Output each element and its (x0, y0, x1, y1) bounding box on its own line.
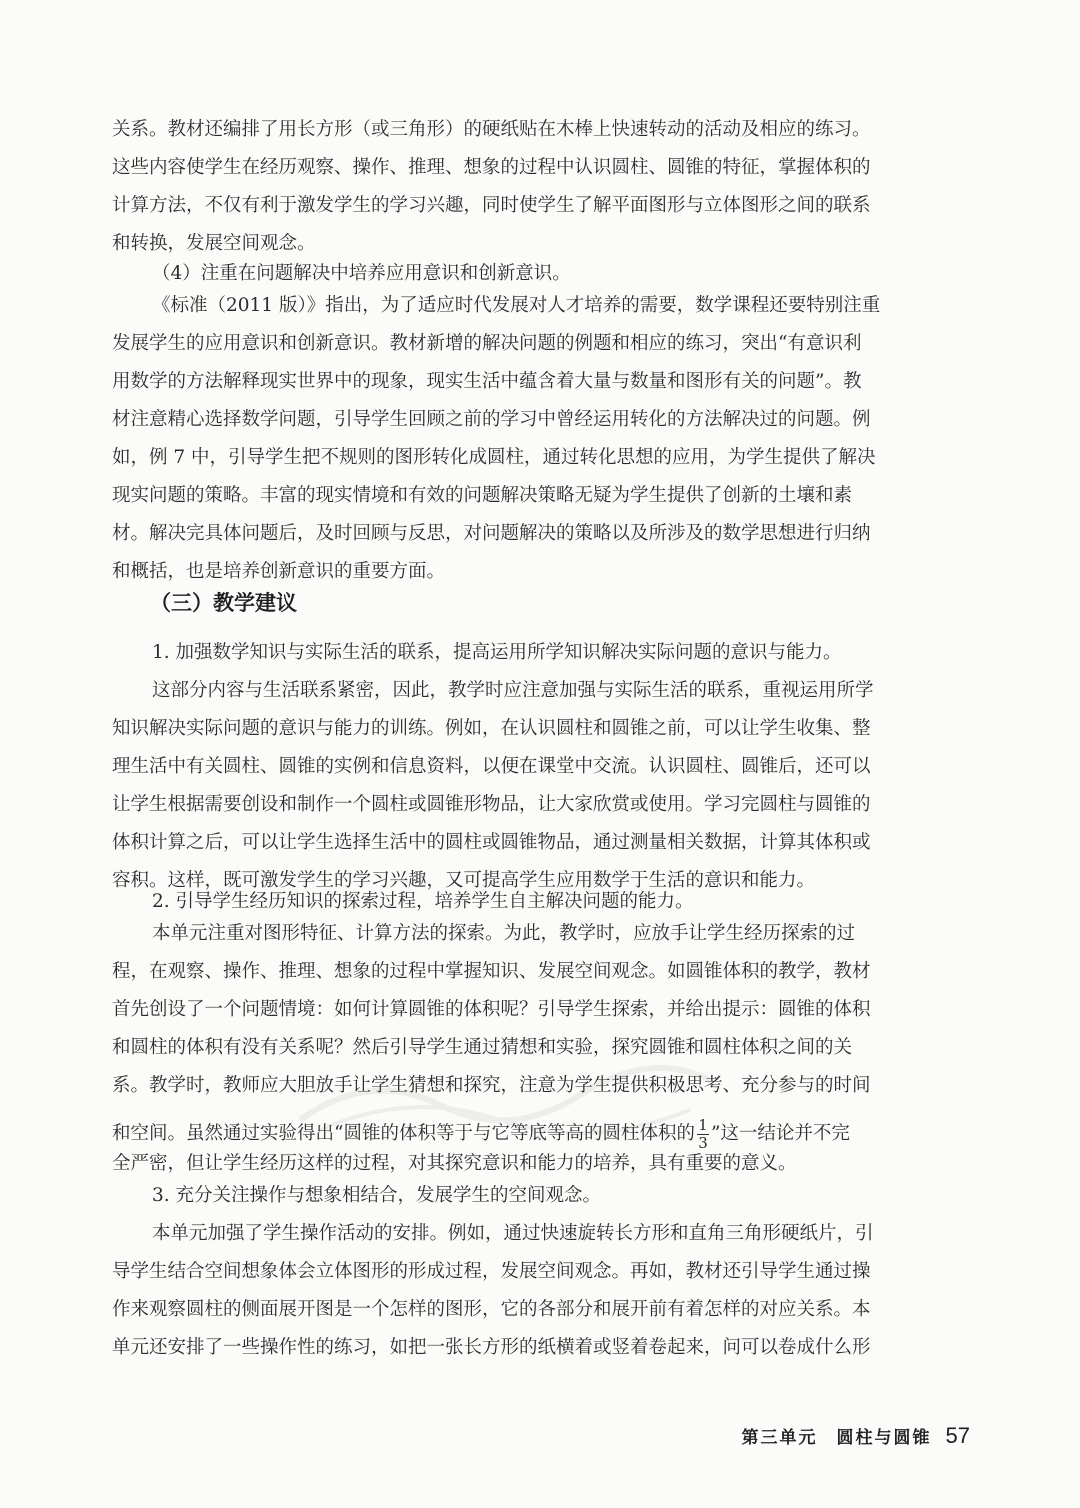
text-line: 计算方法，不仅有利于激发学生的学习兴趣，同时使学生了解平面图形与立体图形之间的联系 (112, 195, 871, 216)
chapter-title: 第三单元 圆柱与圆锥 (741, 1428, 932, 1448)
text-line: 导学生结合空间想象体会立体图形的形成过程，发展空间观念。再如，教材还引导学生通过操 (112, 1261, 871, 1282)
section-heading: （三）教学建议 (150, 591, 297, 615)
fraction-numerator: 1 (698, 1115, 708, 1134)
text-line: 材。解决完具体问题后，及时回顾与反思，对问题解决的策略以及所涉及的数学思想进行归纳 (112, 523, 871, 544)
suggestion-1-title: 1. 加强数学知识与实际生活的联系，提高运用所学知识解决实际问题的意识与能力。 (152, 642, 842, 663)
text-line: 本单元加强了学生操作活动的安排。例如，通过快速旋转长方形和直角三角形硬纸片，引 (152, 1223, 874, 1244)
suggestion-2-title: 2. 引导学生经历知识的探索过程，培养学生自主解决问题的能力。 (152, 891, 694, 912)
text-line: 和圆柱的体积有没有关系呢？然后引导学生通过猜想和实验，探究圆锥和圆柱体积之间的关 (112, 1037, 853, 1058)
text-line: 知识解决实际问题的意识与能力的训练。例如，在认识圆柱和圆锥之前，可以让学生收集、整 (112, 718, 871, 739)
text-line: 理生活中有关圆柱、圆锥的实例和信息资料，以便在课堂中交流。认识圆柱、圆锥后，还可以 (112, 756, 871, 777)
text-line: 单元还安排了一些操作性的练习，如把一张长方形的纸横着或竖着卷起来，问可以卷成什么形 (112, 1337, 871, 1358)
text-line: 《标准（2011 版）》指出，为了适应时代发展对人才培养的需要，数学课程还要特别注重 (152, 295, 881, 316)
point-4-title: （4）注重在问题解决中培养应用意识和创新意识。 (152, 263, 571, 284)
text-line: 和概括，也是培养创新意识的重要方面。 (112, 561, 446, 582)
text-line: 体积计算之后，可以让学生选择生活中的圆柱或圆锥物品，通过测量相关数据，计算其体积或 (112, 832, 871, 853)
text-line: 容积。这样，既可激发学生的学习兴趣，又可提高学生应用数学于生活的意识和能力。 (112, 870, 816, 891)
text-line: 这部分内容与生活联系紧密，因此，教学时应注意加强与实际生活的联系，重视运用所学 (152, 680, 874, 701)
text-line: 如，例 7 中，引导学生把不规则的图形转化成圆柱，通过转化思想的应用，为学生提供了解决 (112, 447, 876, 468)
text-line: 现实问题的策略。丰富的现实情境和有效的问题解决策略无疑为学生提供了创新的土壤和素 (112, 485, 853, 506)
fraction-line-after: ”这一结论并不完 (710, 1123, 850, 1144)
text-line: 首先创设了一个问题情境：如何计算圆锥的体积呢？引导学生探索，并给出提示：圆锥的体积 (112, 999, 871, 1020)
watermark-graphic (290, 1060, 720, 1140)
text-line: 系。教学时，教师应大胆放手让学生猜想和探究，注意为学生提供积极思考、充分参与的时间 (112, 1075, 871, 1096)
text-line: 关系。教材还编排了用长方形（或三角形）的硬纸贴在木棒上快速转动的活动及相应的练习。 (112, 119, 871, 140)
text-line: 程，在观察、操作、推理、想象的过程中掌握知识、发展空间观念。如圆锥体积的教学，教材 (112, 961, 871, 982)
text-line: 用数学的方法解释现实世界中的现象，现实生活中蕴含着大量与数量和图形有关的问题”。教 (112, 371, 862, 392)
text-line: 本单元注重对图形特征、计算方法的探索。为此，教学时，应放手让学生经历探索的过 (152, 923, 856, 944)
text-line: 作来观察圆柱的侧面展开图是一个怎样的图形，它的各部分和展开前有着怎样的对应关系。本 (112, 1299, 871, 1320)
page-number: 57 (945, 1423, 970, 1448)
fraction-denominator: 3 (698, 1133, 708, 1152)
text-line: 这些内容使学生在经历观察、操作、推理、想象的过程中认识圆柱、圆锥的特征，掌握体积的 (112, 157, 871, 178)
text-line: 材注意精心选择数学问题，引导学生回顾之前的学习中曾经运用转化的方法解决过的问题。例 (112, 409, 871, 430)
page-footer (700, 1423, 970, 1449)
fraction-line-before: 和空间。虽然通过实验得出“圆锥的体积等于与它等底等高的圆柱体积的 (112, 1123, 695, 1144)
text-line: 和转换，发展空间观念。 (112, 233, 316, 254)
text-line: 让学生根据需要创设和制作一个圆柱或圆锥形物品，让大家欣赏或使用。学习完圆柱与圆锥的 (112, 794, 871, 815)
suggestion-3-title: 3. 充分关注操作与想象相结合，发展学生的空间观念。 (152, 1185, 602, 1206)
text-line: 发展学生的应用意识和创新意识。教材新增的解决问题的例题和相应的练习，突出“有意识利 (112, 333, 862, 354)
text-line: 全严密，但让学生经历这样的过程，对其探究意识和能力的培养，具有重要的意义。 (112, 1153, 797, 1174)
